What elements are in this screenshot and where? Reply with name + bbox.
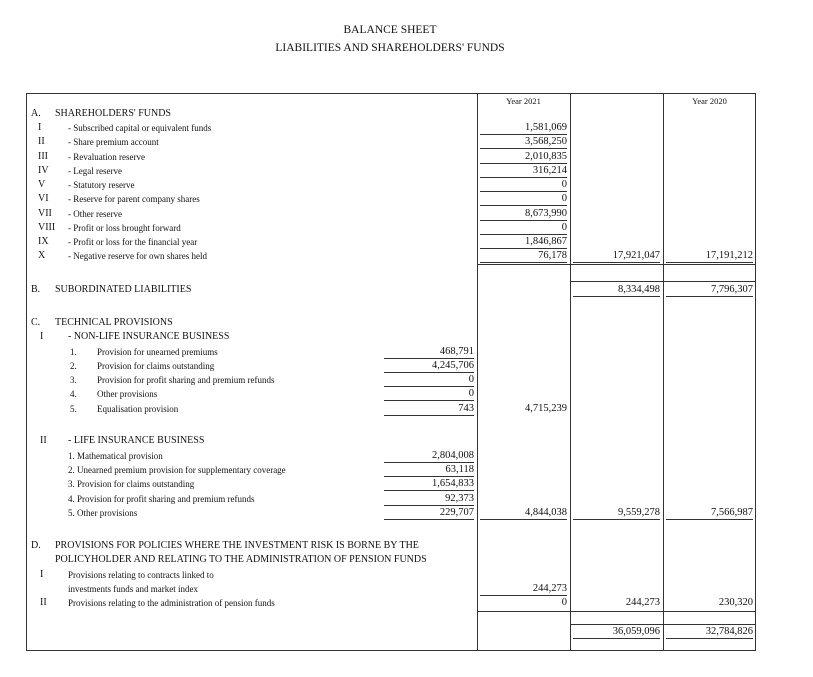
item-number: 3. <box>70 375 77 385</box>
line-item-label: Provisions relating to contracts linked to <box>68 570 214 580</box>
roman-numeral: II <box>40 435 47 446</box>
roman-numeral: VIII <box>38 222 56 233</box>
line-item-value: 468,791 <box>384 346 474 359</box>
line-item-value: 0 <box>561 597 567 608</box>
line-item-label: Other provisions <box>97 389 158 399</box>
roman-numeral: I <box>38 122 42 133</box>
section-letter-c: C. <box>31 317 41 328</box>
section-letter-a: A. <box>31 108 41 119</box>
section-letter-d: D. <box>31 540 41 551</box>
item-number: 1. <box>70 347 77 357</box>
line-item-value: 2,804,008 <box>384 450 474 463</box>
line-item-value: 92,373 <box>384 493 474 506</box>
nonlife-subtotal: 4,715,239 <box>525 403 567 414</box>
line-item-value: 0 <box>384 374 474 387</box>
roman-numeral: II <box>40 597 47 608</box>
roman-numeral: II <box>38 136 45 147</box>
grand-total-prior: 32,784,826 <box>666 626 753 639</box>
line-item-label: 5. Other provisions <box>68 508 138 518</box>
section-title-c: TECHNICAL PROVISIONS <box>55 317 173 328</box>
item-number: 2. <box>70 361 77 371</box>
section-a-prior: 17,191,212 <box>666 250 753 263</box>
section-title-d-line2: POLICYHOLDER AND RELATING TO THE ADMINISTRATION OF PENSION FUNDS <box>55 554 427 565</box>
roman-numeral: X <box>38 250 46 261</box>
column-header-year-prior: Year 2020 <box>692 96 727 106</box>
line-item-label: 2. Unearned premium provision for supplementary coverage <box>68 465 286 475</box>
line-item-label: - Profit or loss brought forward <box>68 223 181 233</box>
line-item-value: 63,118 <box>384 464 474 477</box>
line-item-label: - Statutory reserve <box>68 180 135 190</box>
page-title: BALANCE SHEET <box>343 24 437 36</box>
roman-numeral: IX <box>38 236 49 247</box>
line-item-label: Provisions relating to the administration of pension funds <box>68 598 275 608</box>
roman-numeral: I <box>40 569 44 580</box>
section-c-prior: 7,566,987 <box>666 507 753 520</box>
page-subtitle: LIABILITIES AND SHAREHOLDERS' FUNDS <box>275 42 505 54</box>
line-item-value: 4,245,706 <box>384 360 474 373</box>
line-item-label: - Profit or loss for the financial year <box>68 237 198 247</box>
section-title-a: SHAREHOLDERS' FUNDS <box>55 108 171 119</box>
roman-numeral: III <box>38 151 48 162</box>
section-letter-b: B. <box>31 284 41 295</box>
subsection-title-life: - LIFE INSURANCE BUSINESS <box>68 435 205 446</box>
line-item-label: Provision for profit sharing and premium refunds <box>97 375 275 385</box>
line-item-label: Provision for unearned premiums <box>97 347 218 357</box>
line-item-value: 1,846,867 <box>480 236 567 249</box>
section-title-b: SUBORDINATED LIABILITIES <box>55 284 192 295</box>
line-item-label: 3. Provision for claims outstanding <box>68 479 195 489</box>
line-item-value: 229,707 <box>384 507 474 520</box>
line-item-value: 743 <box>384 403 474 416</box>
section-d-prior: 230,320 <box>718 597 753 608</box>
item-number: 4. <box>70 389 77 399</box>
line-item-label: - Share premium account <box>68 137 159 147</box>
roman-numeral: VII <box>38 208 52 219</box>
section-b-total: 8,334,498 <box>573 284 660 297</box>
roman-numeral: VI <box>38 193 49 204</box>
section-b-prior: 7,796,307 <box>666 284 753 297</box>
line-item-value: 1,581,069 <box>480 122 567 135</box>
column-divider <box>570 93 571 651</box>
line-item-value: 8,673,990 <box>480 208 567 221</box>
column-divider <box>663 93 664 651</box>
line-item-value: 0 <box>480 222 567 235</box>
row-divider <box>477 611 756 612</box>
line-item-value: 1,654,833 <box>384 478 474 491</box>
line-item-value: 76,178 <box>480 250 567 263</box>
item-number: 5. <box>70 404 77 414</box>
line-item-label: Equalisation provision <box>97 404 179 414</box>
line-item-value: 316,214 <box>480 165 567 178</box>
line-item-label: - Revaluation reserve <box>68 152 145 162</box>
row-divider <box>477 264 756 265</box>
column-header-year-current: Year 2021 <box>506 96 541 106</box>
line-item-value: 0 <box>384 388 474 401</box>
section-title-d-line1: PROVISIONS FOR POLICIES WHERE THE INVESTMENT RISK IS BORNE BY THE <box>55 540 419 551</box>
line-item-value: 0 <box>480 179 567 192</box>
row-divider <box>570 281 756 282</box>
line-item-label: - Legal reserve <box>68 166 122 176</box>
section-c-total: 9,559,278 <box>573 507 660 520</box>
section-a-total: 17,921,047 <box>573 250 660 263</box>
line-item-label: Provision for claims outstanding <box>97 361 215 371</box>
line-item-label: - Reserve for parent company shares <box>68 194 200 204</box>
row-divider <box>570 624 756 625</box>
line-item-label: - Subscribed capital or equivalent funds <box>68 123 212 133</box>
line-item-value: 244,273 <box>480 583 567 596</box>
subsection-title-nonlife: - NON-LIFE INSURANCE BUSINESS <box>68 331 230 342</box>
roman-numeral: IV <box>38 165 49 176</box>
line-item-label: 1. Mathematical provision <box>68 451 163 461</box>
section-d-total: 244,273 <box>625 597 660 608</box>
line-item-value: 2,010,835 <box>480 151 567 164</box>
line-item-label: - Other reserve <box>68 209 122 219</box>
roman-numeral: V <box>38 179 46 190</box>
line-item-label: - Negative reserve for own shares held <box>68 251 207 261</box>
line-item-value: 3,568,250 <box>480 136 567 149</box>
line-item-label-cont: investments funds and market index <box>68 584 198 594</box>
life-subtotal: 4,844,038 <box>480 507 567 520</box>
line-item-value: 0 <box>480 193 567 206</box>
column-divider <box>477 93 478 651</box>
grand-total-current: 36,059,096 <box>573 626 660 639</box>
roman-numeral: I <box>40 331 44 342</box>
line-item-label: 4. Provision for profit sharing and premium refunds <box>68 494 255 504</box>
